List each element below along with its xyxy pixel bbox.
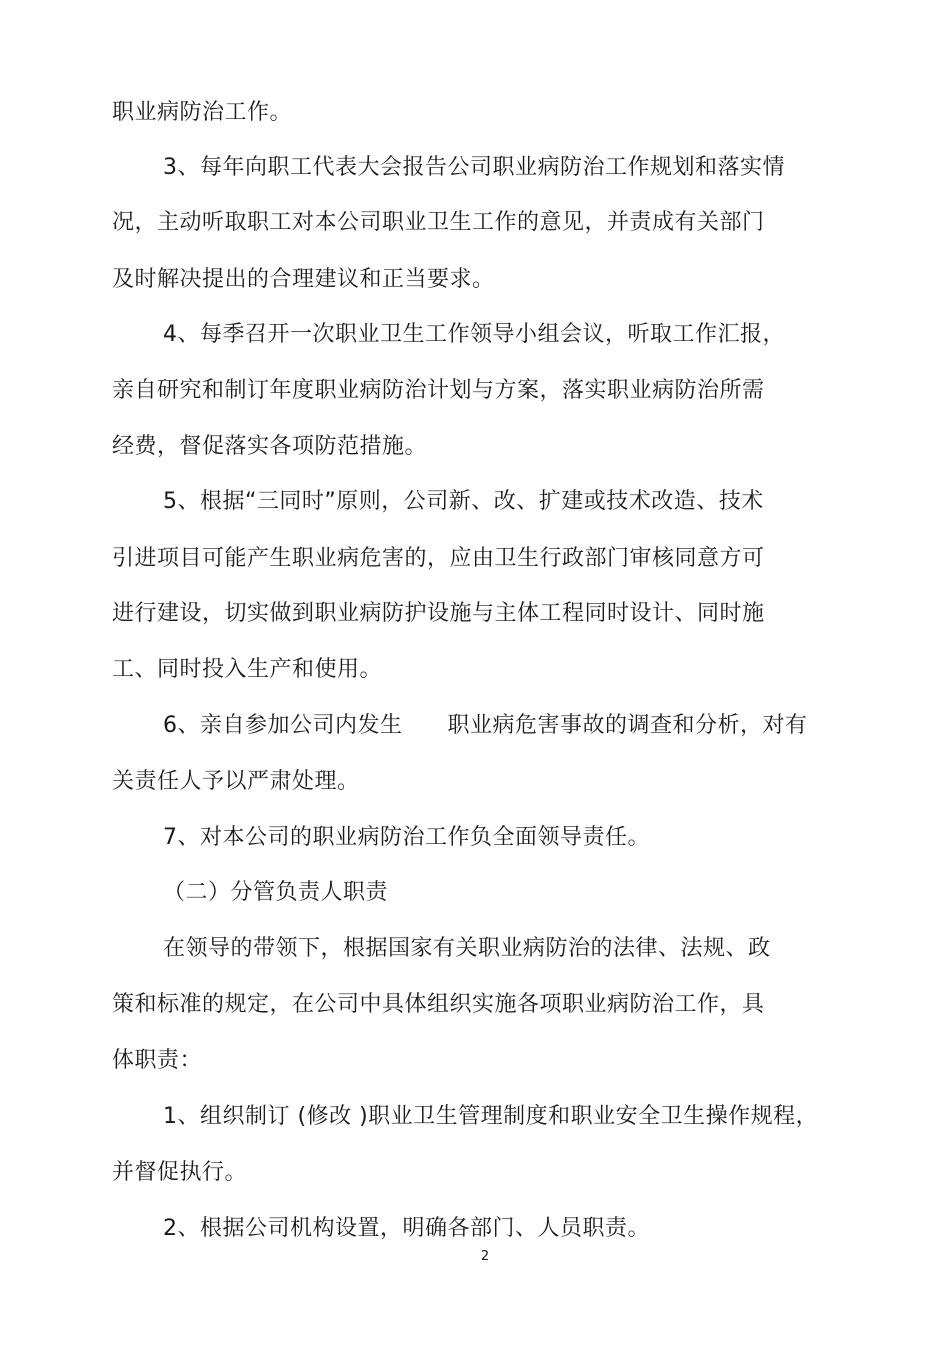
text-line: 引进项目可能产生职业病危害的，应由卫生行政部门审核同意方可 (112, 546, 765, 571)
text-line: 体职责： (112, 1048, 203, 1073)
section-heading: （二）分管负责人职责 (163, 880, 389, 905)
page-number: 2 (480, 1249, 490, 1264)
text-line: 工、同时投入生产和使用。 (112, 657, 383, 682)
text-line: 6、亲自参加公司内发生 职业病危害事故的调查和分析，对有 (163, 713, 808, 738)
text-line: 亲自研究和制订年度职业病防治计划与方案，落实职业病防治所需 (112, 378, 765, 403)
text-line: 4、每季召开一次职业卫生工作领导小组会议，听取工作汇报， (163, 322, 785, 347)
text-line: 7、对本公司的职业病防治工作负全面领导责任。 (163, 825, 650, 850)
text-line: 5、根据“三同时”原则，公司新、改、扩建或技术改造、技术 (163, 489, 764, 514)
text-line: 况，主动听取职工对本公司职业卫生工作的意见，并责成有关部门 (112, 210, 765, 235)
text-line: 在领导的带领下，根据国家有关职业病防治的法律、法规、政 (163, 936, 771, 961)
text-line: 关责任人予以严肃处理。 (112, 769, 360, 794)
text-line: 策和标准的规定，在公司中具体组织实施各项职业病防治工作，具 (112, 992, 765, 1017)
text-line: 经费，督促落实各项防范措施。 (112, 434, 428, 459)
text-line: 3、每年向职工代表大会报告公司职业病防治工作规划和落实情 (163, 155, 785, 180)
text-line: 职业病防治工作。 (112, 100, 293, 125)
text-line: 2、根据公司机构设置，明确各部门、人员职责。 (163, 1216, 650, 1241)
text-line: 并督促执行。 (112, 1160, 248, 1185)
text-line: 1、组织制订 (修改 )职业卫生管理制度和职业安全卫生操作规程， (163, 1104, 819, 1129)
text-line: 及时解决提出的合理建议和正当要求。 (112, 267, 495, 292)
text-line: 进行建设，切实做到职业病防护设施与主体工程同时设计、同时施 (112, 601, 765, 626)
